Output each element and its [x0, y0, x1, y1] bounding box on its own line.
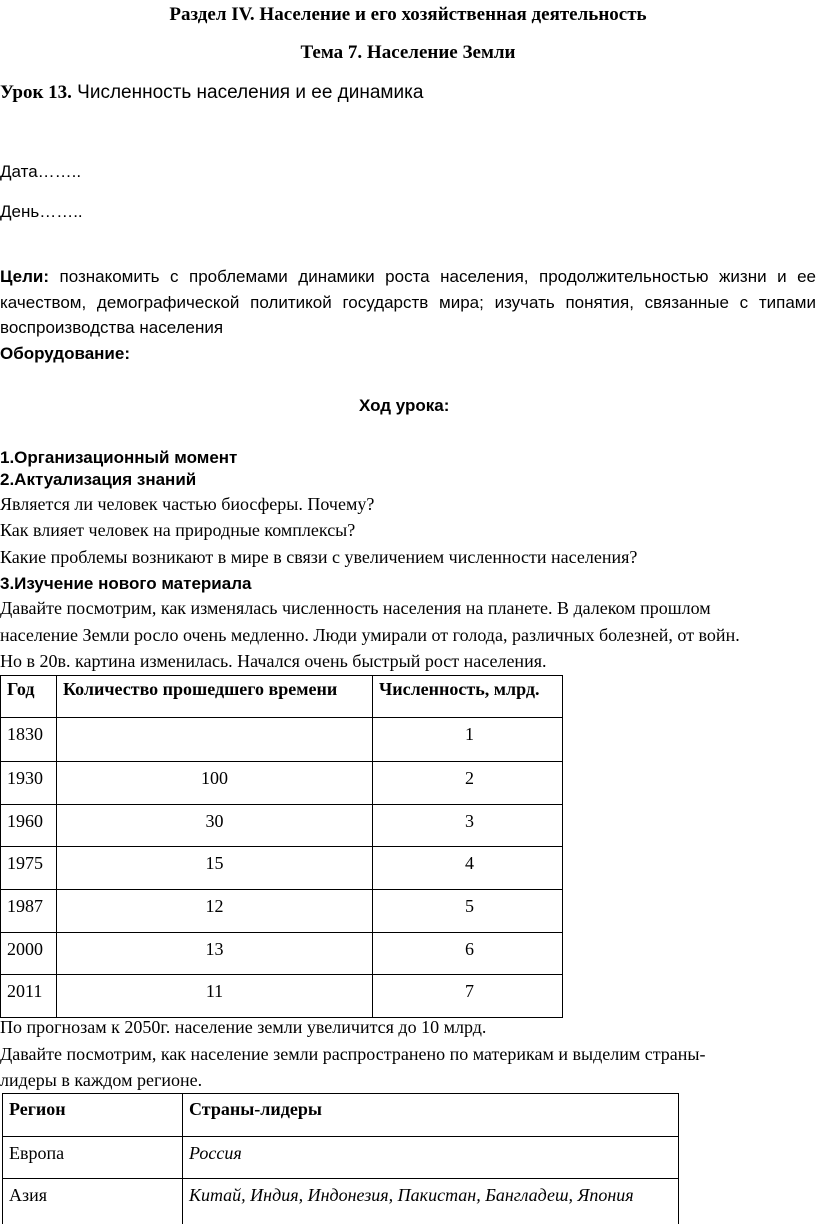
year-cell: 1975: [1, 847, 57, 890]
elapsed-cell: [57, 718, 373, 762]
topic-title: Тема 7. Население Земли: [300, 42, 516, 63]
elapsed-cell: 15: [57, 847, 373, 890]
col-header-region: Регион: [3, 1094, 183, 1137]
population-table: [0, 675, 563, 1018]
year-cell: 1987: [1, 890, 57, 933]
goals-line-3: воспроизводства населения: [0, 318, 224, 337]
lesson-heading: [0, 82, 423, 104]
section-title: Раздел IV. Население и его хозяйственная деятельность: [169, 4, 647, 25]
lesson-title: Численность населения и ее динамика: [71, 82, 424, 103]
year-cell: 1960: [1, 805, 57, 847]
goals-line-2: качеством, демографической политикой государств мира; изучать понятия, связанные с типами: [0, 293, 816, 312]
goals-label: Цели:: [0, 267, 49, 286]
regions-intro-line-1: Давайте посмотрим, как население земли распространено по материкам и выделим страны-: [0, 1044, 706, 1064]
leaders-cell: Россия: [183, 1137, 679, 1179]
col-header-leaders: Страны-лидеры: [183, 1094, 679, 1137]
region-cell: Азия: [3, 1179, 183, 1224]
elapsed-cell: 12: [57, 890, 373, 933]
table-row: [1, 805, 563, 847]
forecast-line: По прогнозам к 2050г. население земли увеличится до 10 млрд.: [0, 1017, 487, 1037]
table-row: [1, 890, 563, 933]
col-header-year: Год: [1, 676, 57, 718]
question-2: Как влияет человек на природные комплексы?: [0, 520, 356, 540]
table-row: [1, 933, 563, 975]
goals-text-1: познакомить с проблемами динамики роста населения, продолжительностью жизни и ее: [49, 267, 816, 286]
regions-table: [2, 1093, 679, 1224]
region-cell: Европа: [3, 1137, 183, 1179]
table-row: [1, 975, 563, 1018]
table-row: [1, 762, 563, 805]
population-cell: 5: [373, 890, 563, 933]
day-line: День……..: [0, 202, 83, 221]
lesson-label: Урок 13.: [0, 82, 72, 103]
year-cell: 2011: [1, 975, 57, 1018]
step-3: 3.Изучение нового материала: [0, 574, 252, 593]
paragraph-line-1: Давайте посмотрим, как изменялась численность населения на планете. В далеком прошлом: [0, 598, 711, 618]
population-cell: 3: [373, 805, 563, 847]
regions-intro-line-2: лидеры в каждом регионе.: [0, 1070, 203, 1090]
table-row: [1, 847, 563, 890]
goals-line-1: [0, 267, 816, 287]
paragraph-line-3: Но в 20в. картина изменилась. Начался очень быстрый рост населения.: [0, 651, 547, 671]
population-cell: 4: [373, 847, 563, 890]
table-row: [3, 1137, 679, 1179]
paragraph-line-2: население Земли росло очень медленно. Люди умирали от голода, различных болезней, от войн.: [0, 625, 740, 645]
step-2: 2.Актуализация знаний: [0, 470, 197, 489]
population-cell: 7: [373, 975, 563, 1018]
equipment-label: Оборудование:: [0, 344, 130, 363]
elapsed-cell: 11: [57, 975, 373, 1018]
lesson-flow-title: Ход урока:: [359, 396, 450, 415]
year-cell: 1830: [1, 718, 57, 762]
elapsed-cell: 13: [57, 933, 373, 975]
table-header-row: [3, 1094, 679, 1137]
year-cell: 2000: [1, 933, 57, 975]
date-line: Дата……..: [0, 162, 82, 181]
leaders-cell: Китай, Индия, Индонезия, Пакистан, Бангладеш, Япония: [183, 1179, 679, 1224]
step-1: 1.Организационный момент: [0, 448, 238, 467]
table-row: [1, 718, 563, 762]
table-row: [3, 1179, 679, 1224]
elapsed-cell: 30: [57, 805, 373, 847]
population-cell: 6: [373, 933, 563, 975]
question-3: Какие проблемы возникают в мире в связи с увеличением численности населения?: [0, 547, 638, 567]
question-1: Является ли человек частью биосферы. Почему?: [0, 494, 375, 514]
population-cell: 1: [373, 718, 563, 762]
elapsed-cell: 100: [57, 762, 373, 805]
col-header-population: Численность, млрд.: [373, 676, 563, 718]
population-cell: 2: [373, 762, 563, 805]
year-cell: 1930: [1, 762, 57, 805]
table-header-row: [1, 676, 563, 718]
col-header-elapsed: Количество прошедшего времени: [57, 676, 373, 718]
